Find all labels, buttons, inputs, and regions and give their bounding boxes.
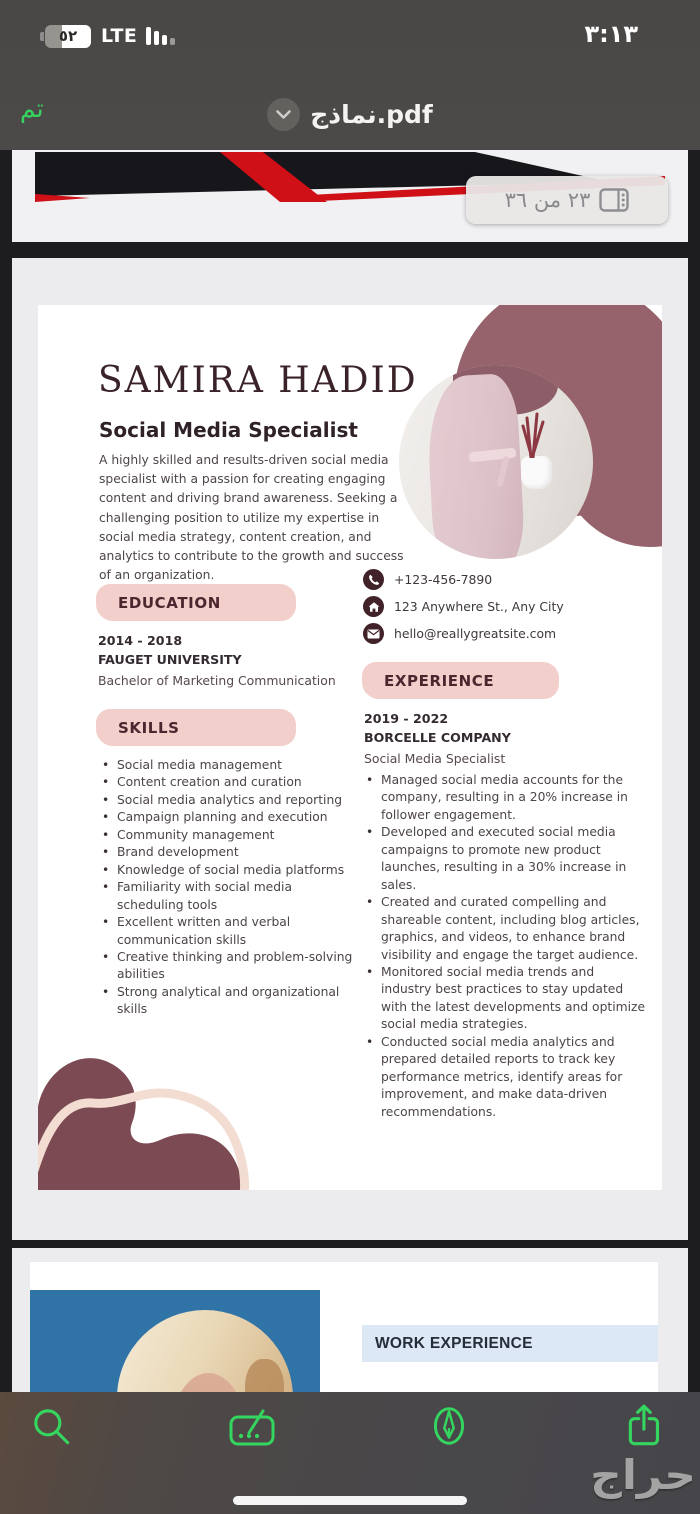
contact-address-row bbox=[363, 593, 564, 620]
page-indicator-badge[interactable] bbox=[466, 176, 668, 224]
page-indicator-label: ٢٣ من ٣٦ bbox=[504, 188, 591, 212]
skills-list bbox=[100, 757, 358, 1019]
experience-bullet: • Monitored social media trends and industry best practices to stay updated with the latest developments and optimize social media strategies. bbox=[364, 964, 646, 1034]
work-experience-heading: WORK EXPERIENCE bbox=[375, 1334, 533, 1352]
experience-bullet: • Created and curated compelling and shareable content, including blog articles, graphics, and videos, to enhance brand visibility and engage the target audience. bbox=[364, 894, 646, 964]
skills-heading bbox=[96, 709, 296, 746]
experience-bullet: • Developed and executed social media campaigns to promote new product launches, resulting in a 30% increase in sales. bbox=[364, 824, 646, 894]
contact-email: hello@reallygreatsite.com bbox=[394, 626, 557, 641]
skill-item: • Knowledge of social media platforms bbox=[100, 862, 358, 879]
experience-bullet: • Conducted social media analytics and prepared detailed reports to track key performance metrics, identify areas for improvement, and make data-driven recommendations. bbox=[364, 1034, 646, 1121]
markup-icon[interactable] bbox=[225, 1400, 281, 1456]
battery-cap bbox=[40, 32, 44, 41]
education-school: FAUGET UNIVERSITY bbox=[98, 652, 242, 667]
skill-item: • Community management bbox=[100, 827, 358, 844]
resume-summary: A highly skilled and results-driven social media specialist with a passion for creating engaging content and driving brand awareness. Seeking a challenging position to utilize my expertise in social media strategy, content creation, and analytics to contribute to the growth and success of an organization. bbox=[99, 453, 404, 583]
pdf-page-area[interactable] bbox=[0, 150, 700, 1392]
contact-phone: +123-456-7890 bbox=[394, 572, 493, 587]
network-type-label: LTE bbox=[101, 25, 138, 47]
next-page-sidebar bbox=[30, 1290, 320, 1392]
email-icon bbox=[363, 623, 384, 644]
experience-years: 2019 - 2022 bbox=[364, 711, 449, 726]
education-degree: Bachelor of Marketing Communication bbox=[98, 673, 336, 688]
pencil-circle-icon[interactable] bbox=[421, 1400, 477, 1456]
contact-email-row bbox=[363, 620, 564, 647]
skill-item: • Content creation and curation bbox=[100, 774, 358, 791]
battery-percent-label: ٥٢ bbox=[58, 27, 78, 45]
work-experience-band bbox=[362, 1325, 658, 1362]
skill-item: • Strong analytical and organizational skills bbox=[100, 984, 358, 1019]
pdf-page-current bbox=[12, 258, 688, 1240]
experience-heading-label: EXPERIENCE bbox=[384, 671, 495, 690]
photo-head bbox=[170, 1373, 247, 1392]
skill-item: • Social media analytics and reporting bbox=[100, 792, 358, 809]
haraj-watermark: حراج bbox=[590, 1452, 696, 1499]
skill-item: • Excellent written and verbal communication skills bbox=[100, 914, 358, 949]
status-bar-left bbox=[40, 22, 178, 50]
done-button[interactable]: تم bbox=[20, 94, 44, 123]
bottom-left-blob-shape bbox=[38, 1045, 268, 1190]
signal-bars-icon bbox=[146, 27, 178, 45]
next-page-photo bbox=[117, 1310, 293, 1392]
resume-card bbox=[38, 305, 662, 1190]
experience-heading bbox=[362, 662, 559, 699]
home-indicator[interactable] bbox=[233, 1496, 467, 1505]
clock: ٣:١٣ bbox=[584, 20, 638, 48]
dried-plant bbox=[515, 408, 549, 458]
share-icon[interactable] bbox=[618, 1400, 674, 1456]
profile-photo bbox=[399, 365, 593, 559]
skill-item: • Brand development bbox=[100, 844, 358, 861]
education-years: 2014 - 2018 bbox=[98, 633, 183, 648]
skill-item: • Campaign planning and execution bbox=[100, 809, 358, 826]
bottom-toolbar bbox=[0, 1392, 700, 1514]
thumbnails-panel-icon bbox=[599, 188, 629, 212]
white-vase bbox=[521, 456, 552, 489]
contact-block bbox=[363, 566, 564, 647]
contact-address: 123 Anywhere St., Any City bbox=[394, 599, 564, 614]
pdf-page-next bbox=[12, 1248, 688, 1392]
battery-icon bbox=[40, 25, 91, 48]
search-icon[interactable] bbox=[24, 1400, 80, 1456]
home-icon bbox=[363, 596, 384, 617]
document-title: نماذج.pdf bbox=[310, 99, 433, 129]
skills-heading-label: SKILLS bbox=[118, 718, 180, 737]
education-heading bbox=[96, 584, 296, 621]
top-bar bbox=[0, 0, 700, 150]
chevron-down-icon[interactable] bbox=[267, 98, 300, 131]
title-group bbox=[0, 94, 700, 134]
resume-job-title: Social Media Specialist bbox=[99, 418, 358, 442]
photo-background-blotch bbox=[245, 1359, 284, 1392]
contact-phone-row bbox=[363, 566, 564, 593]
phone-icon bbox=[363, 569, 384, 590]
experience-role: Social Media Specialist bbox=[364, 751, 506, 766]
skill-item: • Familiarity with social media scheduling tools bbox=[100, 879, 358, 914]
skill-item: • Creative thinking and problem-solving abilities bbox=[100, 949, 358, 984]
education-heading-label: EDUCATION bbox=[118, 593, 221, 612]
pink-robe bbox=[425, 372, 526, 559]
experience-company: BORCELLE COMPANY bbox=[364, 730, 511, 745]
next-page-card bbox=[30, 1262, 658, 1392]
experience-bullet: • Managed social media accounts for the company, resulting in a 20% increase in follower engagement. bbox=[364, 772, 646, 824]
resume-name: SAMIRA HADID bbox=[98, 360, 418, 401]
experience-bullet-list bbox=[364, 772, 646, 1121]
skill-item: • Social media management bbox=[100, 757, 358, 774]
